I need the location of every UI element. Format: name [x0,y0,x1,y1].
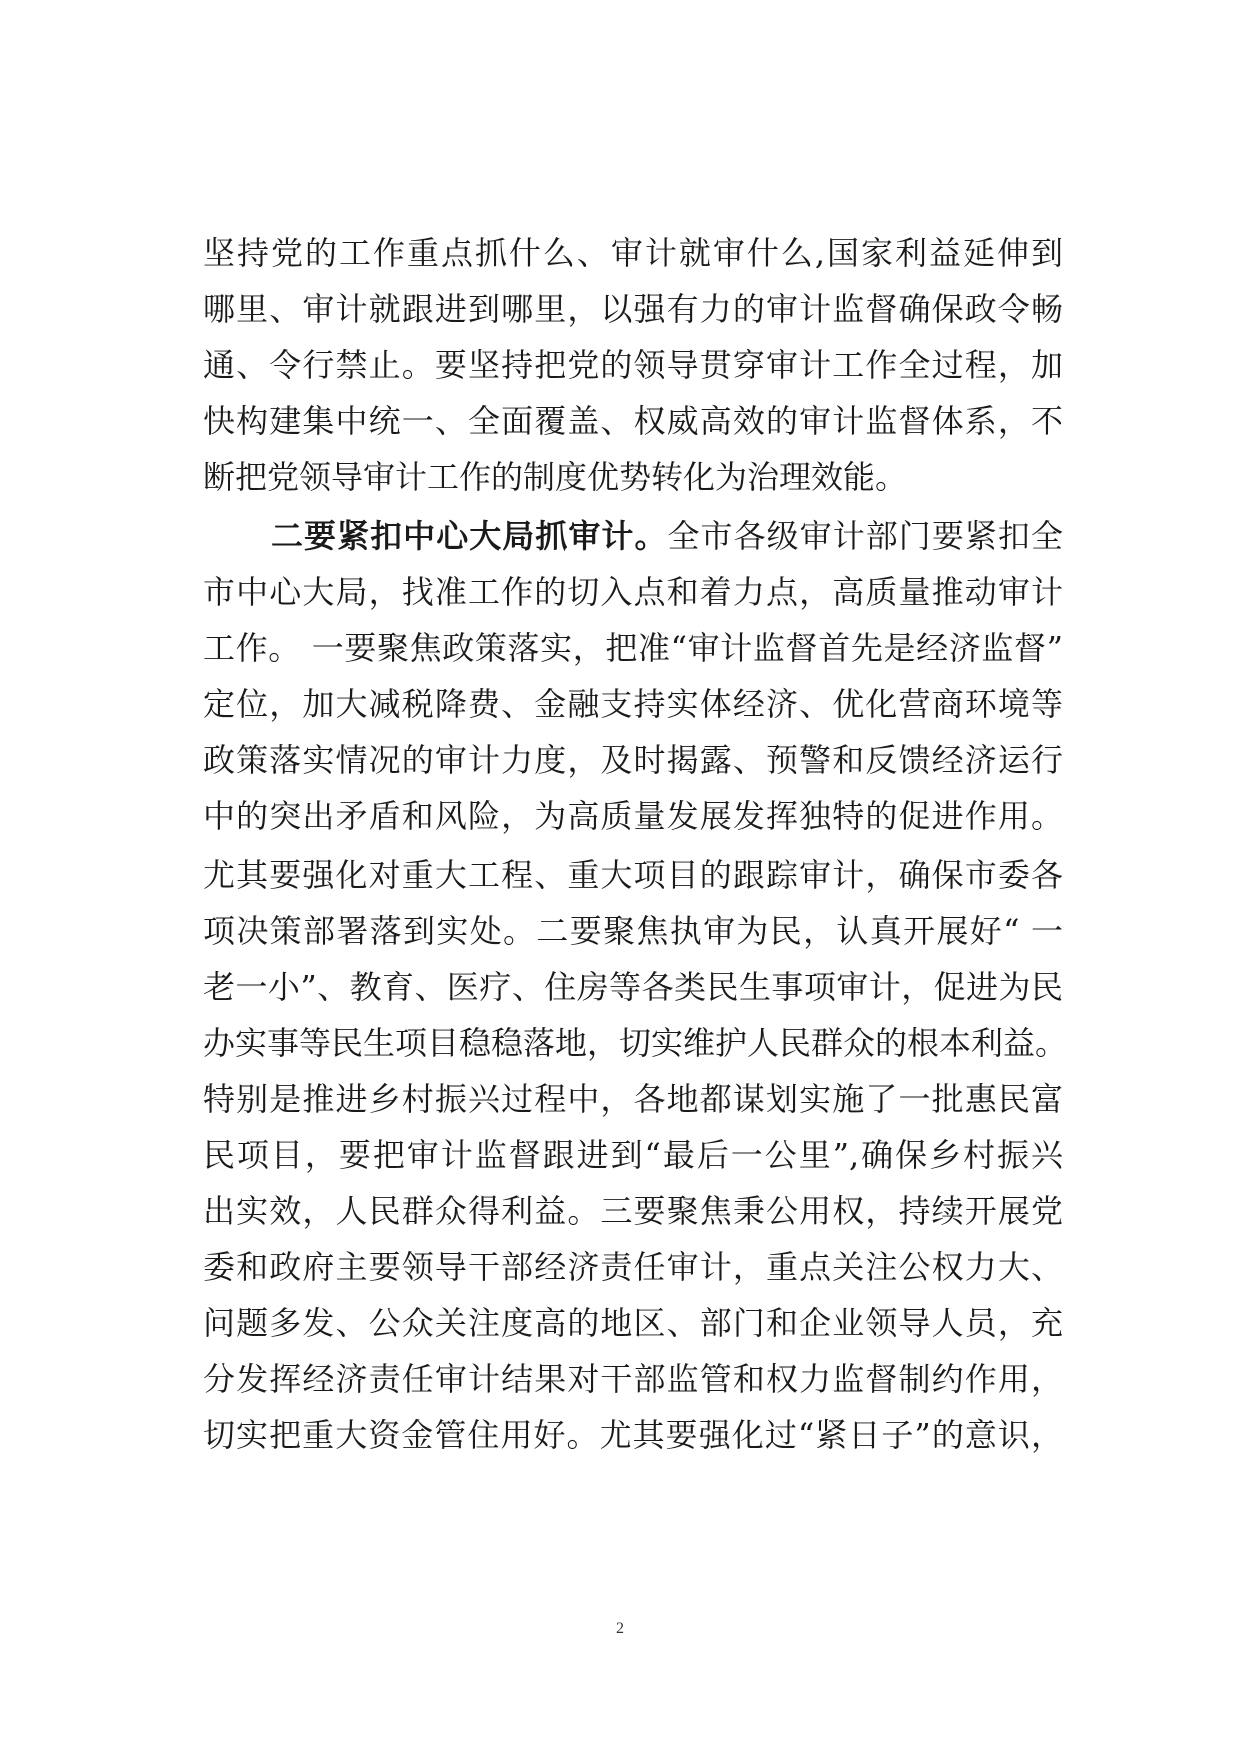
paragraph-2-line-16: 分发挥经济责任审计结果对干部监管和权力监督制约作用， [203,1360,1063,1398]
paragraph-1-line-1: 坚持党的工作重点抓什么、审计就审什么,国家利益延伸到 [203,234,1063,272]
paragraph-2-line-4: 定位，加大减税降费、金融支持实体经济、优化营商环境等 [203,685,1063,723]
paragraph-2-line-11: 特别是推进乡村振兴过程中，各地都谋划实施了一批惠民富 [203,1080,1063,1118]
paragraph-1-line-4: 快构建集中统一、全面覆盖、权威高效的审计监督体系，不 [203,402,1063,440]
paragraph-2-line-8: 项决策部署落到实处。二要聚焦执审为民，认真开展好“ 一 [203,912,1063,950]
paragraph-2-line-10: 办实事等民生项目稳稳落地，切实维护人民群众的根本利益。 [203,1024,1068,1062]
paragraph-1-line-5: 断把党领导审计工作的制度优势转化为治理效能。 [203,458,908,496]
paragraph-2-line-17: 切实把重大资金管住用好。尤其要强化过“紧日子”的意识， [203,1416,1063,1454]
paragraph-2-line-12: 民项目，要把审计监督跟进到“最后一公里”,确保乡村振兴 [203,1136,1063,1174]
paragraph-2-line-5: 政策落实情况的审计力度，及时揭露、预警和反馈经济运行 [203,741,1063,779]
paragraph-2-line-2: 市中心大局，找准工作的切入点和着力点，高质量推动审计 [203,573,1063,611]
paragraph-2-line-15: 问题多发、公众关注度高的地区、部门和企业领导人员，充 [203,1304,1063,1342]
paragraph-2-line-14: 委和政府主要领导干部经济责任审计，重点关注公权力大、 [203,1248,1063,1286]
paragraph-1-line-2: 哪里、审计就跟进到哪里，以强有力的审计监督确保政令畅 [203,290,1063,328]
paragraph-2-heading: 二要紧扣中心大局抓审计。 [271,517,668,555]
paragraph-1-line-3: 通、令行禁止。要坚持把党的领导贯穿审计工作全过程，加 [203,346,1063,384]
paragraph-2-line-1-text: 全市各级审计部门要紧扣全 [667,517,1063,555]
paragraph-2-line-3: 工作。 一要聚焦政策落实，把准“审计监督首先是经济监督” [203,629,1063,667]
paragraph-2-line-1 [271,513,1063,559]
paragraph-2-line-7: 尤其要强化对重大工程、重大项目的跟踪审计，确保市委各 [203,856,1063,894]
paragraph-2-line-6: 中的突出矛盾和风险，为高质量发展发挥独特的促进作用。 [203,797,1063,835]
paragraph-2-line-9: 老一小”、教育、医疗、住房等各类民生事项审计，促进为民 [203,968,1063,1006]
paragraph-2-line-13: 出实效，人民群众得利益。三要聚焦秉公用权，持续开展党 [203,1192,1063,1230]
page-number: 2 [616,1620,624,1637]
